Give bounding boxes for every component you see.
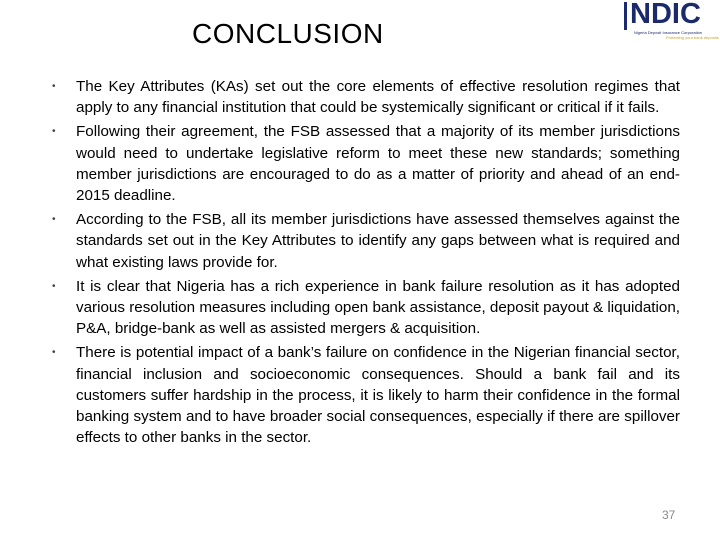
logo-name: NDIC xyxy=(630,0,701,30)
bullet-marker: • xyxy=(52,81,56,92)
bullet-item xyxy=(38,342,680,448)
ndic-logo xyxy=(622,0,720,42)
logo-bar xyxy=(624,2,627,30)
bullet-marker: • xyxy=(52,347,56,359)
logo-subtitle: Nigeria Deposit Insurance Corporation xyxy=(634,30,703,35)
bullet-item xyxy=(38,209,680,273)
bullet-marker: • xyxy=(52,214,56,226)
bullet-item xyxy=(38,76,680,118)
bullet-item xyxy=(38,276,680,340)
logo-tagline: Protecting your bank deposits xyxy=(666,35,719,40)
bullet-text: There is potential impact of a bank’s failure on confidence in the Nigerian financial sector, financial inclusion and socioeconomic consequences. Should a bank fail and its customers suffer hardship in the process, it is likely to harm their confidence in the formal banking system and to have broader social consequences, especially if there are spillover effects to other banks in the sector. xyxy=(76,344,680,447)
page-number: 37 xyxy=(662,508,676,522)
bullet-marker: • xyxy=(52,126,56,138)
slide-title: CONCLUSION xyxy=(192,18,384,49)
bullet-text: Following their agreement, the FSB assessed that a majority of its member jurisdictions would need to undertake legislative reform to meet these new standards; something member jurisdictions are encouraged to do as a matter of priority and ahead of an end-2015 deadline. xyxy=(76,123,680,205)
bullet-text: According to the FSB, all its member jurisdictions have assessed themselves against the standards set out in the Key Attributes to identify any gaps between what is required and what existing laws provide for. xyxy=(76,211,680,271)
bullet-marker: • xyxy=(52,280,56,292)
bullet-text: It is clear that Nigeria has a rich experience in bank failure resolution as it has adopted various resolution measures including open bank assistance, deposit payout & liquidation, P&A, bridge-bank as well as assisted mergers & acquisition. xyxy=(76,277,680,338)
bullet-text: The Key Attributes (KAs) set out the core elements of effective resolution regimes that apply to any financial institution that could be systemically significant or critical if it fails. xyxy=(76,78,680,117)
bullet-list xyxy=(38,76,680,451)
bullet-item xyxy=(38,121,680,206)
